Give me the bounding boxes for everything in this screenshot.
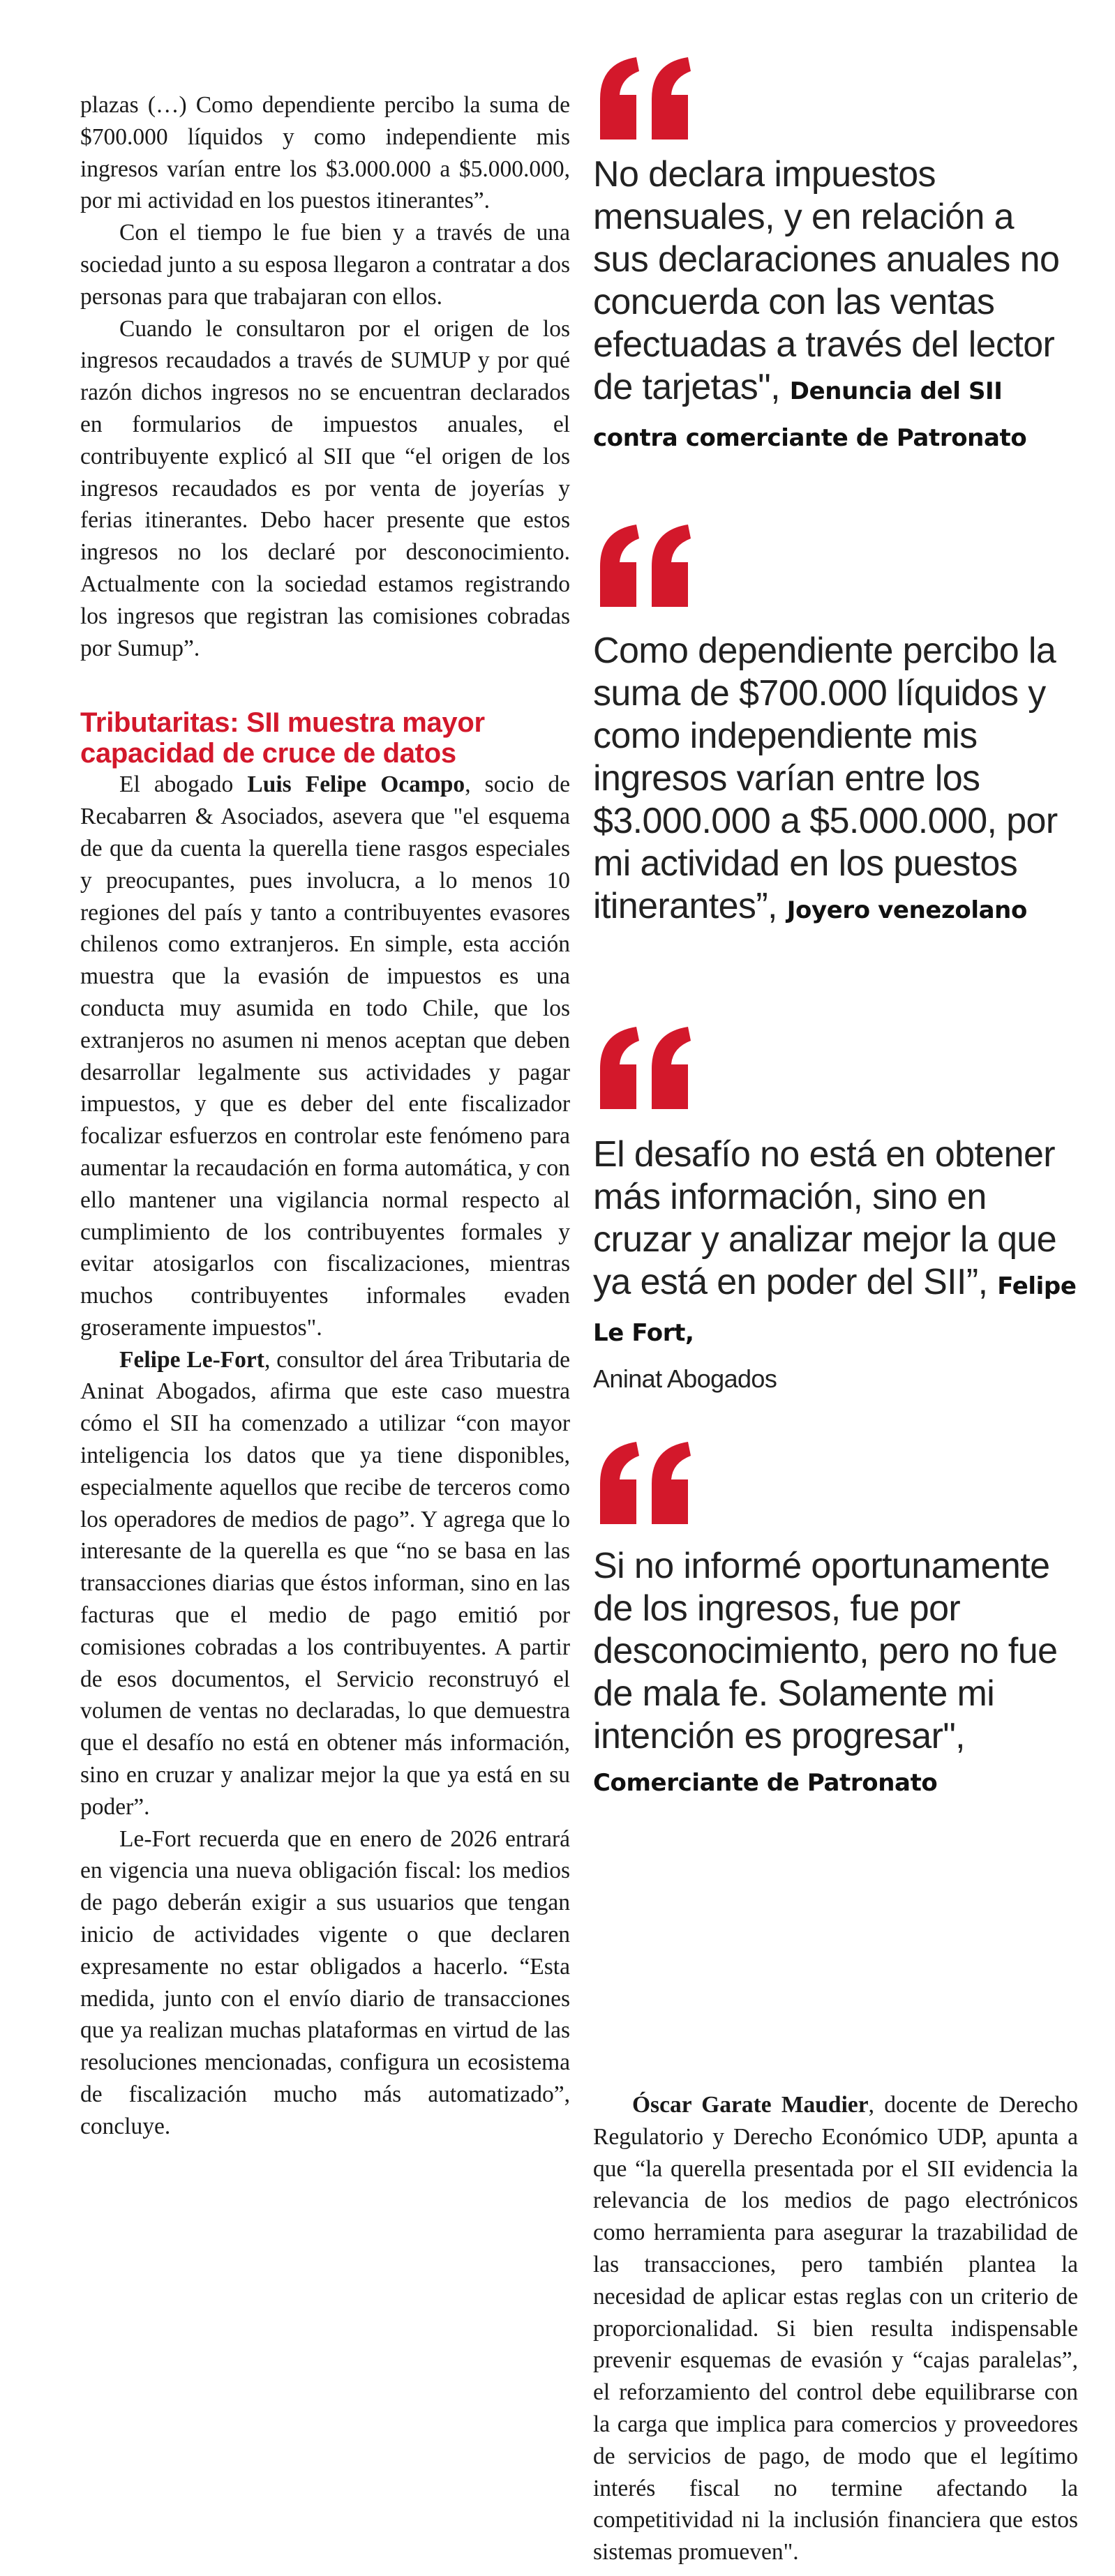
paragraph-garate — [593, 2089, 1078, 2568]
pull-quote-2-body: Como dependiente percibo la suma de $700.000 líquidos y como independiente mis ingresos varían entre los $3.000.000 a $5.000.000, por mi actividad en los puestos itinerantes”, — [593, 631, 1058, 926]
pull-quote-2-attribution: Joyero venezolano — [786, 896, 1027, 924]
pull-quote-1-attribution: Denuncia del SII contra comerciante de Patronato — [593, 377, 1027, 452]
quote-mark-icon — [593, 1025, 696, 1109]
pull-quote-1-body: No declara impuestos mensuales, y en relación a sus declaraciones anuales no concuerda con las ventas efectuadas a través del lector de tarjetas", — [593, 154, 1060, 407]
quote-mark-icon — [593, 523, 696, 607]
pull-quote-2-text — [593, 630, 1078, 932]
section-subheading: Tributaritas: SII muestra mayor capacidad de cruce de datos — [80, 707, 485, 769]
paragraph-origin: Cuando le consultaron por el origen de los ingresos recaudados a través de SUMUP y por qué razón dichos ingresos no se encuentran declarados en formularios de impuestos anuales, el contribuyente explicó al SII que “el origen de los ingresos recaudados es por venta de joyerías y ferias itinerantes. Debo hacer presente que estos ingresos no los declaré por desconocimiento. Actualmente con la sociedad estamos registrando los ingresos que registran las comisiones cobradas por Sumup”. — [80, 315, 570, 661]
paragraph-lefort — [80, 1344, 570, 1823]
pull-quote-4-attribution: Comerciante de Patronato — [593, 1769, 938, 1797]
paragraph-2026: Le-Fort recuerda que en enero de 2026 entrará en vigencia una nueva obligación fiscal: los medios de pago deberán exigir a sus usuarios que tengan inicio de actividades vigente o que declaren expresamente no estar obligados a hacerlo. “Esta medida, junto con el envío diario de transacciones que ya realizan muchas plataformas en virtud de las resoluciones mencionadas, configura un ecosistema de fiscalización mucho más automatizado”, concluye. — [80, 1825, 570, 2139]
left-column — [80, 89, 570, 2143]
name-lefort: Felipe Le-Fort — [119, 1346, 264, 1373]
right-body — [593, 2089, 1078, 2568]
pull-quote-3-text — [593, 1133, 1078, 1400]
quote-mark-icon — [593, 1440, 696, 1524]
paragraph-ocampo-lead: El abogado — [119, 771, 248, 798]
pull-quote-1-text — [593, 153, 1078, 460]
pull-quote-4-text — [593, 1545, 1078, 1805]
paragraph-lefort-body: , consultor del área Tributaria de Aninat Abogados, afirma que este caso muestra cómo el SII ha comenzado a utilizar “con mayor inteligencia los datos que ya tiene disponibles, especialmente aquellos que recibe de terceros como los operadores de medios de pago”. Y agrega que lo interesante de la querella es que “no se basa en las transacciones diarias que éstos informan, sino en las facturas que el medio de pago emitió por comisiones cobradas a los contribuyentes. A partir de esos documentos, el Servicio reconstruyó el volumen de ventas no declaradas, lo que demuestra que el desafío no está en obtener más información, sino en cruzar y analizar mejor la que ya está en su poder”. — [80, 1346, 570, 1820]
paragraph-ocampo-body: , socio de Recabarren & Asociados, asevera que "el esquema de que da cuenta la querella tiene rasgos especiales y preocupantes, pues involucra, a lo menos 10 regiones del país y tanto a contribuyentes evasores chilenos como extranjeros. En simple, esta acción muestra que la evasión de impuestos es una conducta muy asumida en todo Chile, que los extranjeros no asumen ni menos aceptan que deben desarrollar legalmente sus actividades y pagar impuestos, y que es deber del ente fiscalizador focalizar esfuerzos en controlar este fenómeno para aumentar la recaudación en forma automática, y con ello mantener una vigilancia normal respecto al cumplimiento de los contribuyentes formales y evitar atosigarlos con fiscalizaciones, mientras muchos contribuyentes informales evaden groseramente impuestos". — [80, 771, 570, 1341]
paragraph-society: Con el tiempo le fue bien y a través de una sociedad junto a su esposa llegaron a contratar a dos personas para que trabajaran con ellos. — [80, 220, 570, 310]
paragraph-intro: plazas (…) Como dependiente percibo la suma de $700.000 líquidos y como independiente mis ingresos varían entre los $3.000.000 a $5.000.000, por mi actividad en los puestos itinerantes”. — [80, 92, 570, 214]
name-garate: Óscar Garate Maudier — [632, 2092, 869, 2118]
quote-mark-icon — [593, 56, 696, 140]
name-ocampo: Luis Felipe Ocampo — [247, 771, 465, 798]
pull-quote-3-attribution: Felipe Le Fort, — [593, 1272, 1077, 1347]
paragraph-ocampo — [80, 769, 570, 1343]
pull-quote-4-body: Si no informé oportunamente de los ingresos, fue por desconocimiento, pero no fue de mala fe. Solamente mi intención es progresar", — [593, 1546, 1058, 1756]
pull-quote-3-firm: Aninat Abogados — [593, 1364, 777, 1393]
pull-quote-3-body: El desafío no está en obtener más información, sino en cruzar y analizar mejor la que ya está en poder del SII”, — [593, 1134, 1057, 1302]
paragraph-garate-body: , docente de Derecho Regulatorio y Derecho Económico UDP, apunta a que “la querella presentada por el SII evidencia la relevancia de los medios de pago electrónicos como herramienta para asegurar la trazabilidad de las transacciones, pero también plantea la necesidad de aplicar estas reglas con un criterio de proporcionalidad. Si bien resulta indispensable prevenir esquemas de evasión y “cajas paralelas”, el reforzamiento del control debe equilibrarse con la carga que implica para comercios y proveedores de servicios de pago, de modo que el legítimo interés fiscal no termine afectando la competitividad ni la inclusión financiera que estos sistemas promueven". — [593, 2092, 1078, 2566]
